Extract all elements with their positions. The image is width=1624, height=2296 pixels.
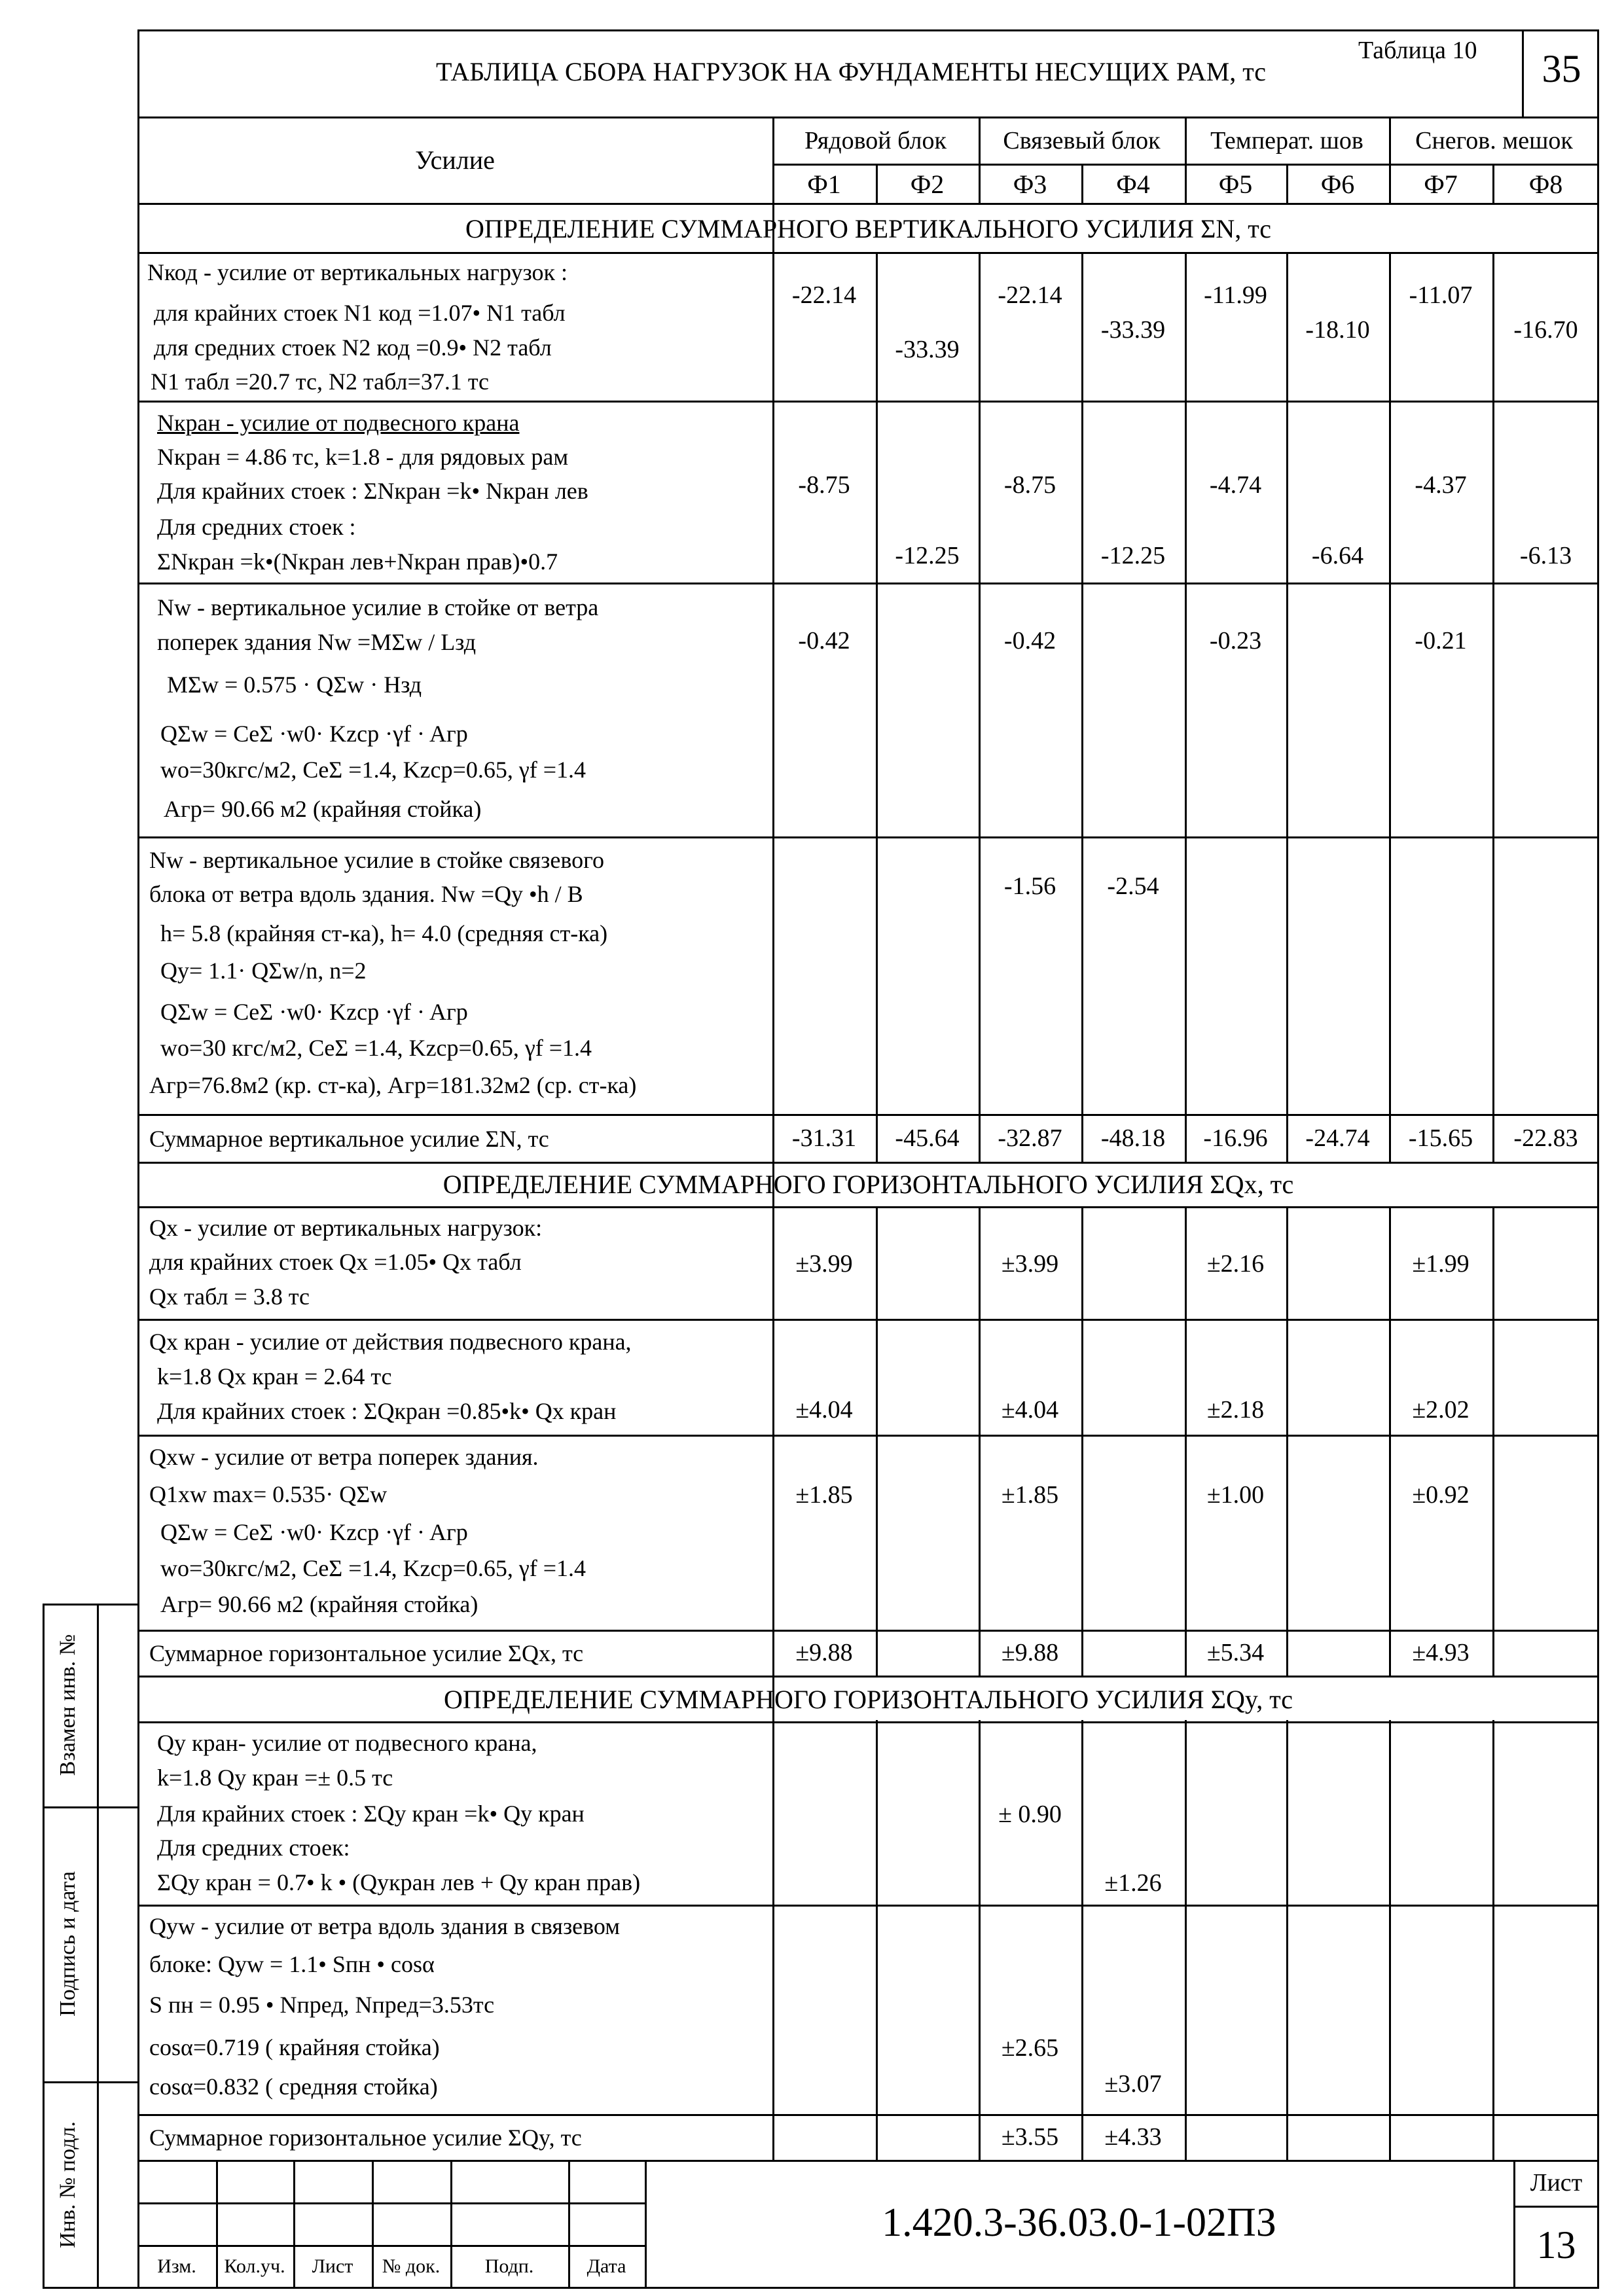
stamp-doc-no: № док. <box>382 2255 441 2277</box>
sumQy-label: Суммарное горизонтальное усилие ΣQy, тс <box>149 2125 582 2151</box>
r2-f3: -8.75 <box>1003 471 1056 499</box>
row4-line3: h= 5.8 (крайняя ст-ка), h= 4.0 (средняя ст-ка) <box>160 920 608 946</box>
col-f7: Ф7 <box>1424 170 1458 199</box>
stamp-list: Лист <box>312 2255 353 2277</box>
sumQx-f5: ±5.34 <box>1206 1639 1265 1666</box>
col-f6: Ф6 <box>1320 170 1355 199</box>
row3-line3: MΣw = 0.575 · QΣw · Hзд <box>167 672 422 698</box>
row1-line4: N1 табл =20.7 тс, N2 табл=37.1 тс <box>151 368 489 395</box>
group-header-2: Связевый блок <box>1003 127 1161 154</box>
row7-line5: Aгр= 90.66 м2 (крайняя стойка) <box>160 1591 478 1617</box>
row3-line5: wo=30кгс/м2, CeΣ =1.4, Kzср=0.65, γf =1.4 <box>160 757 586 783</box>
row8-line4: Для средних стоек: <box>157 1835 350 1861</box>
r1-f2: -33.39 <box>895 336 960 363</box>
row4-line5: QΣw = CeΣ ·w0· Kzср ·γf · Aгр <box>160 999 468 1025</box>
r8-f3: ± 0.90 <box>998 1801 1062 1828</box>
sumQy-f3: ±3.55 <box>1001 2123 1059 2151</box>
sumN-f7: -15.65 <box>1408 1124 1473 1152</box>
row6-line3: Для крайних стоек : ΣQкран =0.85•k• Qx кран <box>157 1398 617 1424</box>
stamp-izm: Изм. <box>157 2255 196 2277</box>
row7-line3: QΣw = CeΣ ·w0· Kzср ·γf · Aгр <box>160 1519 468 1545</box>
r5-f3: ±3.99 <box>1001 1250 1059 1278</box>
side-podpis: Подпись и дата <box>56 1871 80 2017</box>
r2-f7: -4.37 <box>1415 471 1467 499</box>
section-horizontal-x: ОПРЕДЕЛЕНИЕ СУММАРНОГО ГОРИЗОНТАЛЬНОГО УСИЛИЯ ΣQx, тс <box>442 1170 1294 1199</box>
r3-f1: -0.42 <box>798 627 850 655</box>
section-horizontal-y: ОПРЕДЕЛЕНИЕ СУММАРНОГО ГОРИЗОНТАЛЬНОГО УСИЛИЯ ΣQy, тс <box>444 1685 1293 1714</box>
r2-f6: -6.64 <box>1311 542 1364 569</box>
row3-line4: QΣw = CeΣ ·w0· Kzср ·γf · Aгр <box>160 721 468 747</box>
r1-f4: -33.39 <box>1100 316 1166 344</box>
r7-f7: ±0.92 <box>1412 1481 1470 1509</box>
row3-line1: Nw - вертикальное усилие в стойке от ветра <box>157 594 599 620</box>
row9-line3: S пн = 0.95 • Nпред, Nпред=3.53тс <box>149 1992 495 2018</box>
r9-f4: ±3.07 <box>1104 2070 1162 2098</box>
row4-line2: блока от ветра вдоль здания. Nw =Qy •h / B <box>149 881 583 907</box>
row9-line4: cosα=0.719 ( крайняя стойка) <box>149 2034 440 2060</box>
row4-line7: Aгр=76.8м2 (кр. ст-ка), Aгр=181.32м2 (ср. ст-ка) <box>149 1072 637 1098</box>
r1-f1: -22.14 <box>791 281 857 309</box>
col-f4: Ф4 <box>1116 170 1150 199</box>
r2-f8: -6.13 <box>1519 542 1572 569</box>
r8-f4: ±1.26 <box>1104 1869 1162 1897</box>
row8-line1: Qy кран- усилие от подвесного крана, <box>157 1730 537 1756</box>
table-label: Таблица 10 <box>1358 37 1477 64</box>
sumQy-f4: ±4.33 <box>1104 2123 1162 2151</box>
row9-line1: Qyw - усилие от ветра вдоль здания в связевом <box>149 1913 620 1939</box>
sumN-f1: -31.31 <box>791 1124 857 1152</box>
r1-f6: -18.10 <box>1305 316 1370 344</box>
r6-f5: ±2.18 <box>1206 1396 1265 1424</box>
document-code: 1.420.3-36.03.0-1-02ПЗ <box>882 2200 1276 2245</box>
row2-line5: ΣNкран =k•(Nкран лев+Nкран прав)•0.7 <box>157 548 558 575</box>
row3-line6: Aгр= 90.66 м2 (крайняя стойка) <box>164 796 482 822</box>
group-header-4: Снегов. мешок <box>1415 127 1573 154</box>
row1-line2: для крайних стоек N1 код =1.07• N1 табл <box>154 300 566 326</box>
row8-line2: k=1.8 Qy кран =± 0.5 тс <box>157 1765 393 1791</box>
row5-line3: Qx табл = 3.8 тс <box>149 1283 310 1310</box>
row7-line1: Qxw - усилие от ветра поперек здания. <box>149 1444 539 1470</box>
r2-f2: -12.25 <box>895 542 960 569</box>
sumQx-f3: ±9.88 <box>1001 1639 1059 1666</box>
table-title: ТАБЛИЦА СБОРА НАГРУЗОК НА ФУНДАМЕНТЫ НЕСУЩИХ РАМ, тс <box>435 57 1267 86</box>
col-f2: Ф2 <box>910 170 945 199</box>
sheet-number: 13 <box>1536 2223 1576 2267</box>
sumQx-label: Суммарное горизонтальное усилие ΣQx, тс <box>149 1640 584 1666</box>
sumN-f4: -48.18 <box>1100 1124 1166 1152</box>
r5-f5: ±2.16 <box>1206 1250 1265 1278</box>
sumN-f6: -24.74 <box>1305 1124 1370 1152</box>
r9-f3: ±2.65 <box>1001 2034 1059 2062</box>
r2-f5: -4.74 <box>1209 471 1262 499</box>
row9-line5: cosα=0.832 ( средняя стойка) <box>149 2073 438 2100</box>
row6-line1: Qx кран - усилие от действия подвесного крана, <box>149 1329 632 1355</box>
section-vertical: ОПРЕДЕЛЕНИЕ СУММАРНОГО ВЕРТИКАЛЬНОГО УСИЛИЯ ΣN, тс <box>465 214 1272 243</box>
r3-f5: -0.23 <box>1209 627 1262 655</box>
usilie-header: Усилие <box>415 145 495 175</box>
sumN-f5: -16.96 <box>1203 1124 1268 1152</box>
group-header-3: Температ. шов <box>1210 127 1363 154</box>
stamp-kol-uch: Кол.уч. <box>224 2255 285 2277</box>
row2-line1: Nкран - усилие от подвесного крана <box>157 410 520 436</box>
sumQx-f7: ±4.93 <box>1412 1639 1470 1666</box>
r2-f4: -12.25 <box>1100 542 1166 569</box>
row8-line5: ΣQy кран = 0.7• k • (Qyкран лев + Qy кран прав) <box>157 1869 641 1895</box>
row2-line3: Для крайних стоек : ΣNкран =k• Nкран лев <box>157 478 588 504</box>
row7-line4: wo=30кгс/м2, CeΣ =1.4, Kzср=0.65, γf =1.4 <box>160 1555 586 1581</box>
r1-f3: -22.14 <box>998 281 1062 309</box>
col-f8: Ф8 <box>1528 170 1563 199</box>
row2-line2: Nкран = 4.86 тс, k=1.8 - для рядовых рам <box>157 444 569 470</box>
row1-line3: для средних стоек N2 код =0.9• N2 табл <box>154 334 552 361</box>
sumN-f8: -22.83 <box>1513 1124 1578 1152</box>
sumN-label: Суммарное вертикальное усилие ΣN, тс <box>149 1126 549 1152</box>
row7-line2: Q1xw max= 0.535· QΣw <box>149 1481 388 1507</box>
stamp-podp: Подп. <box>484 2255 534 2277</box>
row2-line4: Для средних стоек : <box>157 514 356 540</box>
r1-f8: -16.70 <box>1513 316 1578 344</box>
r1-f5: -11.99 <box>1204 281 1267 309</box>
r2-f1: -8.75 <box>798 471 850 499</box>
r5-f1: ±3.99 <box>795 1250 853 1278</box>
row5-line1: Qx - усилие от вертикальных нагрузок: <box>149 1215 543 1241</box>
r7-f1: ±1.85 <box>795 1481 853 1509</box>
side-inv-podl: Инв. № подл. <box>56 2121 80 2248</box>
col-f3: Ф3 <box>1013 170 1047 199</box>
r7-f5: ±1.00 <box>1206 1481 1265 1509</box>
sheet-label: Лист <box>1530 2169 1583 2197</box>
row8-line3: Для крайних стоек : ΣQy кран =k• Qy кран <box>157 1801 585 1827</box>
col-f1: Ф1 <box>807 170 841 199</box>
row1-line1: Nкод - усилие от вертикальных нагрузок : <box>147 259 568 285</box>
stamp-data: Дата <box>586 2255 626 2277</box>
sumQx-f1: ±9.88 <box>795 1639 853 1666</box>
side-vzamen: Взамен инв. № <box>56 1634 80 1776</box>
r7-f3: ±1.85 <box>1001 1481 1059 1509</box>
r3-f7: -0.21 <box>1415 627 1467 655</box>
group-header-1: Рядовой блок <box>804 127 947 154</box>
r5-f7: ±1.99 <box>1412 1250 1470 1278</box>
r6-f1: ±4.04 <box>795 1396 853 1424</box>
row3-line2: поперек здания Nw =MΣw / Lзд <box>157 629 477 655</box>
r6-f7: ±2.02 <box>1412 1396 1470 1424</box>
r6-f3: ±4.04 <box>1001 1396 1059 1424</box>
row4-line6: wo=30 кгс/м2, CeΣ =1.4, Kzср=0.65, γf =1.4 <box>160 1035 592 1061</box>
r1-f7: -11.07 <box>1409 281 1473 309</box>
row6-line2: k=1.8 Qx кран = 2.64 тс <box>157 1363 392 1390</box>
row9-line2: блоке: Qyw = 1.1• Sпн • cosα <box>149 1951 435 1977</box>
page-number: 35 <box>1542 47 1581 90</box>
r4-f3: -1.56 <box>1003 872 1056 900</box>
sumN-f2: -45.64 <box>895 1124 960 1152</box>
sumN-f3: -32.87 <box>998 1124 1062 1152</box>
r3-f3: -0.42 <box>1003 627 1056 655</box>
row4-line4: Qy= 1.1· QΣw/n, n=2 <box>160 958 367 984</box>
col-f5: Ф5 <box>1218 170 1253 199</box>
row5-line2: для крайних стоек Qx =1.05• Qx табл <box>149 1249 522 1275</box>
r4-f4: -2.54 <box>1107 872 1159 900</box>
row4-line1: Nw - вертикальное усилие в стойке связевого <box>149 847 604 873</box>
